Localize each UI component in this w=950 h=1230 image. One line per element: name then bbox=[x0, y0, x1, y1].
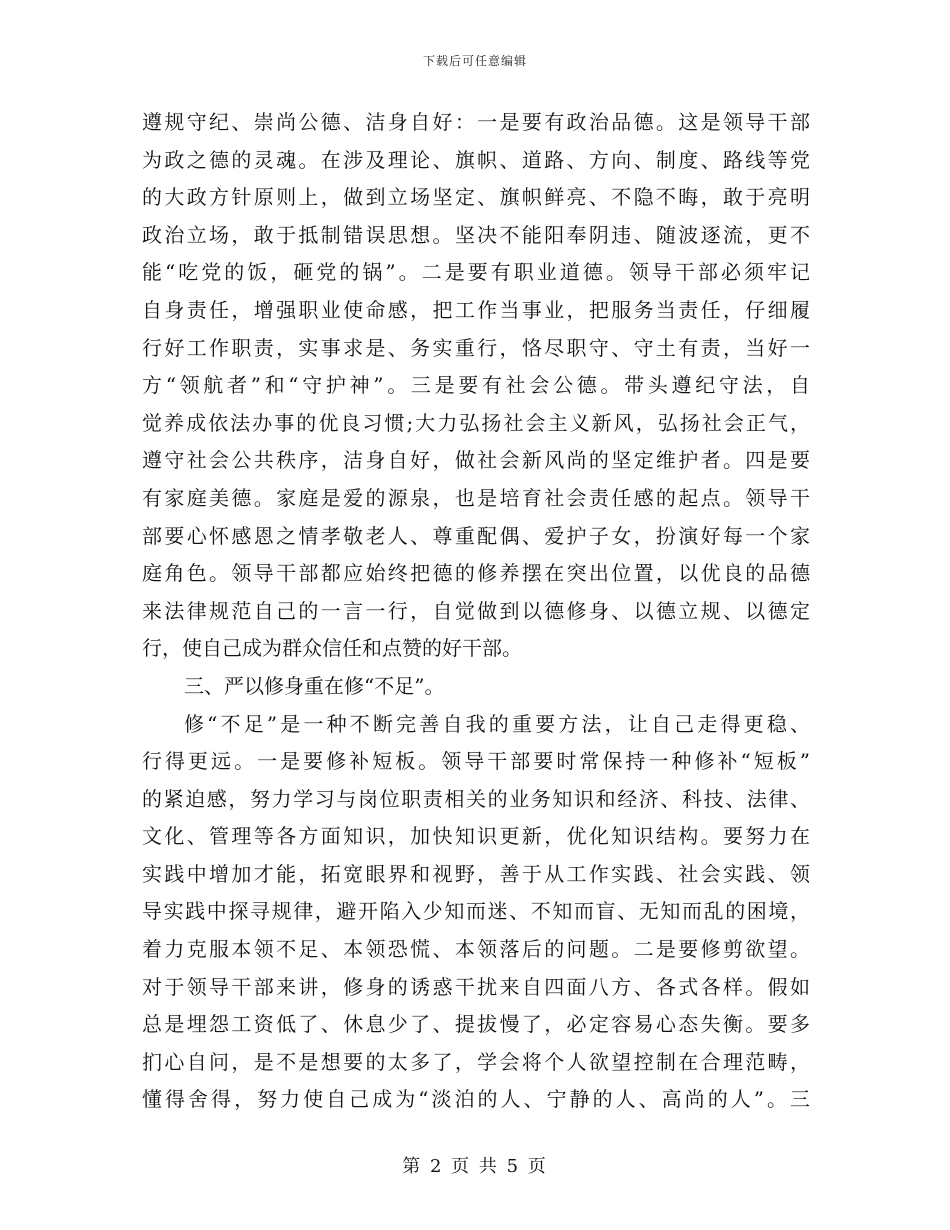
document-body bbox=[142, 104, 810, 1119]
section-heading: 三、严以修身重在修“不足”。 bbox=[184, 673, 445, 698]
text-line: 懂得舍得，努力使自己成为“淡泊的人、宁静的人、高尚的人”。三 bbox=[142, 1087, 810, 1112]
text-line: 庭角色。领导干部都应始终把德的修养摆在突出位置，以优良的品德 bbox=[142, 561, 810, 586]
text-line: 文化、管理等各方面知识，加快知识更新，优化知识结构。要努力在 bbox=[142, 824, 810, 849]
text-line: 遵守社会公共秩序，洁身自好，做社会新风尚的坚定维护者。四是要 bbox=[142, 448, 810, 473]
text-line: 的大政方针原则上，做到立场坚定、旗帜鲜亮、不隐不晦，敢于亮明 bbox=[142, 185, 810, 210]
text-line: 能“吃党的饭，砸党的锅”。二是要有职业道德。领导干部必须牢记 bbox=[142, 260, 810, 285]
text-line: 修“不足”是一种不断完善自我的重要方法，让自己走得更稳、 bbox=[184, 711, 810, 736]
text-line: 来法律规范自己的一言一行，自觉做到以德修身、以德立规、以德定 bbox=[142, 598, 810, 623]
page-number: 第 2 页 共 5 页 bbox=[402, 1156, 548, 1177]
text-line: 自身责任，增强职业使命感，把工作当事业，把服务当责任，仔细履 bbox=[142, 297, 810, 322]
text-line: 着力克服本领不足、本领恐慌、本领落后的问题。二是要修剪欲望。 bbox=[142, 937, 810, 962]
text-line: 对于领导干部来讲，修身的诱惑干扰来自四面八方、各式各样。假如 bbox=[142, 974, 810, 999]
text-line: 行，使自己成为群众信任和点赞的好干部。 bbox=[142, 636, 522, 661]
text-line: 实践中增加才能，拓宽眼界和视野，善于从工作实践、社会实践、领 bbox=[142, 861, 810, 886]
text-line: 遵规守纪、崇尚公德、洁身自好：一是要有政治品德。这是领导干部 bbox=[142, 110, 810, 134]
text-line: 扪心自问，是不是想要的太多了，学会将个人欲望控制在合理范畴， bbox=[142, 1049, 810, 1074]
text-line: 导实践中探寻规律，避开陷入少知而迷、不知而盲、无知而乱的困境， bbox=[142, 899, 810, 924]
text-line: 行好工作职责，实事求是、务实重行，恪尽职守、守土有责，当好一 bbox=[142, 335, 810, 360]
text-line: 行得更远。一是要修补短板。领导干部要时常保持一种修补“短板” bbox=[142, 749, 810, 774]
text-line: 政治立场，敢于抵制错误思想。坚决不能阳奉阴违、随波逐流，更不 bbox=[142, 222, 810, 247]
text-line: 方“领航者”和“守护神”。三是要有社会公德。带头遵纪守法，自 bbox=[142, 373, 810, 398]
text-line: 的紧迫感，努力学习与岗位职责相关的业务知识和经济、科技、法律、 bbox=[142, 786, 810, 811]
text-line: 有家庭美德。家庭是爱的源泉，也是培育社会责任感的起点。领导干 bbox=[142, 485, 810, 510]
text-line: 觉养成依法办事的优良习惯;大力弘扬社会主义新风，弘扬社会正气， bbox=[142, 410, 810, 435]
text-line: 总是埋怨工资低了、休息少了、提拔慢了，必定容易心态失衡。要多 bbox=[142, 1012, 810, 1037]
page-header: 下载后可任意编辑 bbox=[422, 54, 527, 68]
text-line: 为政之德的灵魂。在涉及理论、旗帜、道路、方向、制度、路线等党 bbox=[142, 147, 810, 172]
text-line: 部要心怀感恩之情孝敬老人、尊重配偶、爱护子女，扮演好每一个家 bbox=[142, 523, 810, 548]
